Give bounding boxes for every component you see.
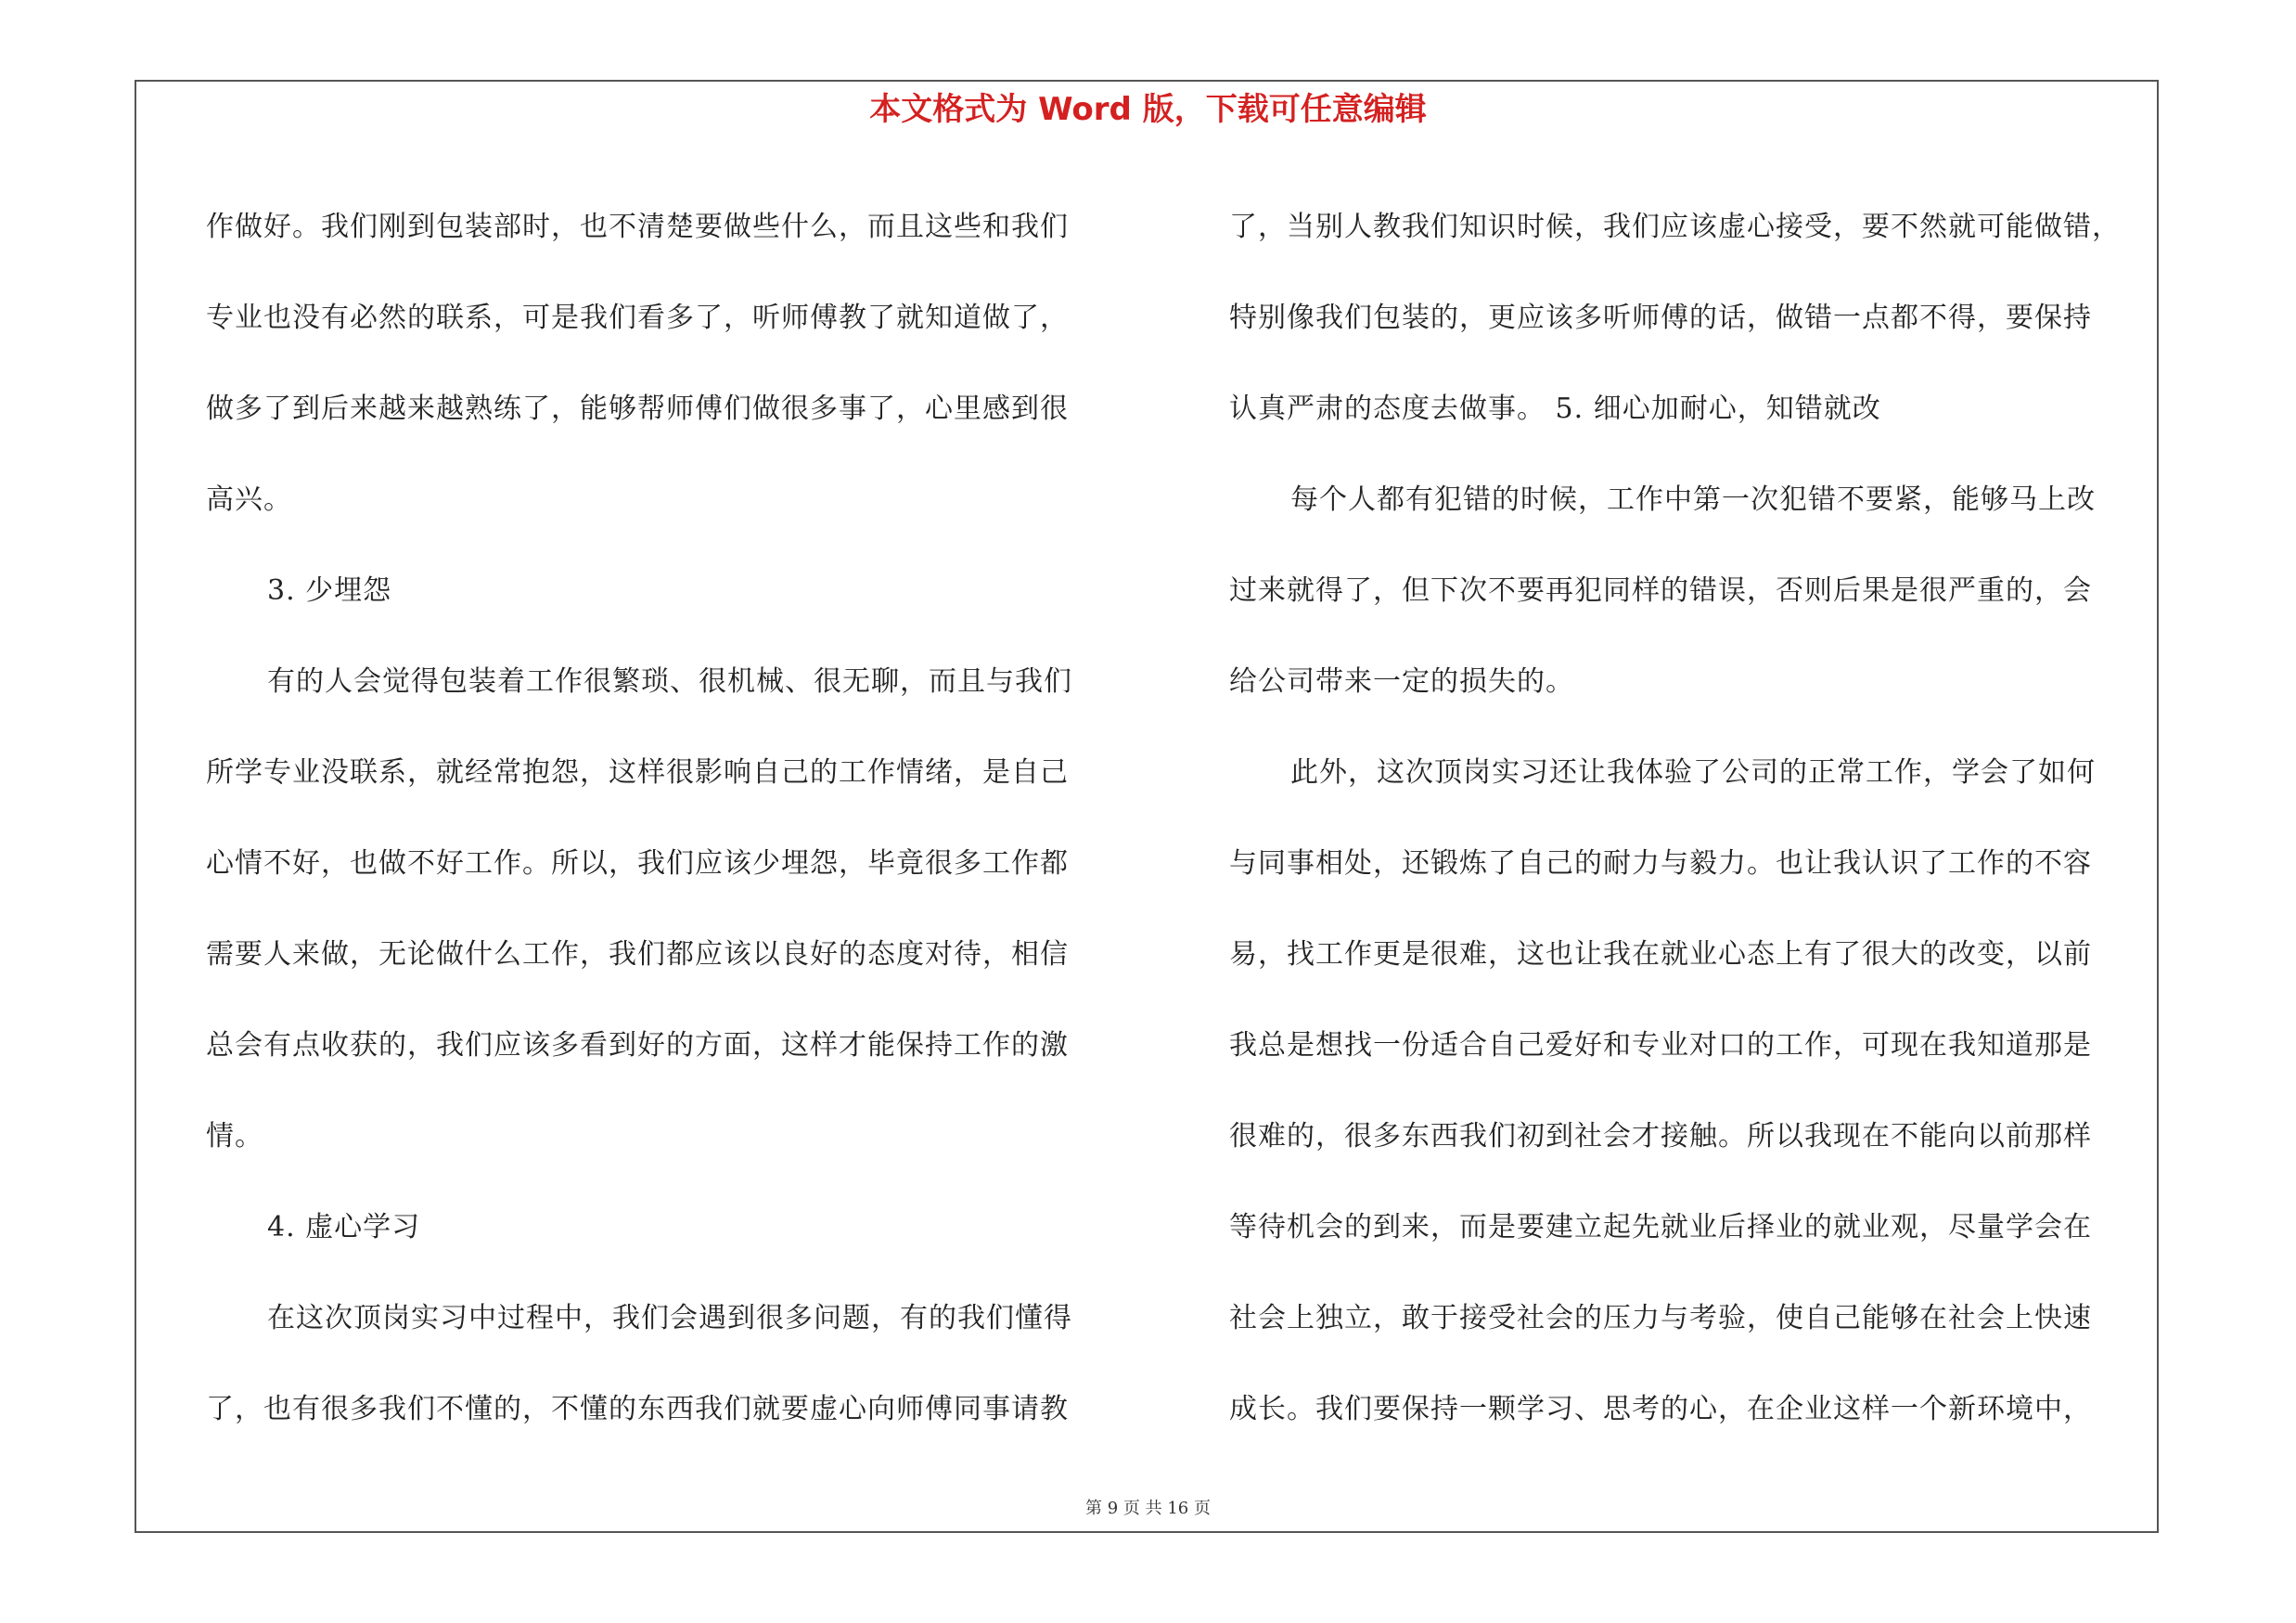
paragraph-line: 总会有点收获的，我们应该多看到好的方面，这样才能保持工作的激 xyxy=(206,1029,1069,1062)
paragraph-line: 需要人来做，无论做什么工作，我们都应该以良好的态度对待，相信 xyxy=(206,938,1069,971)
page-number: 第 9 页 共 16 页 xyxy=(1085,1499,1211,1518)
section-heading: 3. 少埋怨 xyxy=(267,574,392,607)
paragraph-line: 作做好。我们刚到包装部时，也不清楚要做些什么，而且这些和我们 xyxy=(206,211,1069,243)
paragraph-line: 我总是想找一份适合自己爱好和专业对口的工作，可现在我知道那是 xyxy=(1229,1029,2092,1062)
paragraph-line: 有的人会觉得包装着工作很繁琐、很机械、很无聊，而且与我们 xyxy=(267,665,1072,698)
paragraph-line: 与同事相处，还锻炼了自己的耐力与毅力。也让我认识了工作的不容 xyxy=(1229,847,2092,880)
paragraph-line: 专业也没有必然的联系，可是我们看多了，听师傅教了就知道做了， xyxy=(206,302,1069,334)
paragraph-line: 给公司带来一定的损失的。 xyxy=(1229,665,1574,698)
paragraph-line: 高兴。 xyxy=(206,483,292,516)
paragraph-line: 在这次顶岗实习中过程中，我们会遇到很多问题，有的我们懂得 xyxy=(267,1302,1072,1334)
paragraph-line: 每个人都有犯错的时候，工作中第一次犯错不要紧，能够马上改 xyxy=(1290,483,2096,516)
paragraph-line: 易，找工作更是很难，这也让我在就业心态上有了很大的改变，以前 xyxy=(1229,938,2092,971)
paragraph-line: 特别像我们包装的，更应该多听师傅的话，做错一点都不得，要保持 xyxy=(1229,302,2092,334)
paragraph-line: 认真严肃的态度去做事。 5. 细心加耐心，知错就改 xyxy=(1229,393,1881,425)
paragraph-line: 过来就得了，但下次不要再犯同样的错误，否则后果是很严重的，会 xyxy=(1229,574,2092,607)
paragraph-line: 心情不好，也做不好工作。所以，我们应该少埋怨，毕竟很多工作都 xyxy=(206,847,1069,880)
paragraph-line: 所学专业没联系，就经常抱怨，这样很影响自己的工作情绪，是自己 xyxy=(206,756,1069,789)
paragraph-line: 等待机会的到来，而是要建立起先就业后择业的就业观，尽量学会在 xyxy=(1229,1211,2092,1243)
paragraph-line: 情。 xyxy=(206,1120,263,1153)
paragraph-line: 社会上独立，敢于接受社会的压力与考验，使自己能够在社会上快速 xyxy=(1229,1302,2092,1334)
section-heading: 4. 虚心学习 xyxy=(267,1211,421,1243)
paragraph-line: 很难的，很多东西我们初到社会才接触。所以我现在不能向以前那样 xyxy=(1229,1120,2092,1153)
left-text-column xyxy=(206,182,1134,1455)
document-banner: 本文格式为 Word 版，下载可任意编辑 xyxy=(869,91,1427,128)
paragraph-line: 此外，这次顶岗实习还让我体验了公司的正常工作，学会了如何 xyxy=(1290,756,2096,789)
paragraph-line: 做多了到后来越来越熟练了，能够帮师傅们做很多事了，心里感到很 xyxy=(206,393,1069,425)
paragraph-line: 了，也有很多我们不懂的，不懂的东西我们就要虚心向师傅同事请教 xyxy=(206,1393,1069,1425)
paragraph-line: 成长。我们要保持一颗学习、思考的心，在企业这样一个新环境中， xyxy=(1229,1393,2092,1425)
right-text-column xyxy=(1229,182,2159,1455)
paragraph-line: 了，当别人教我们知识时候，我们应该虚心接受，要不然就可能做错， xyxy=(1229,211,2121,243)
